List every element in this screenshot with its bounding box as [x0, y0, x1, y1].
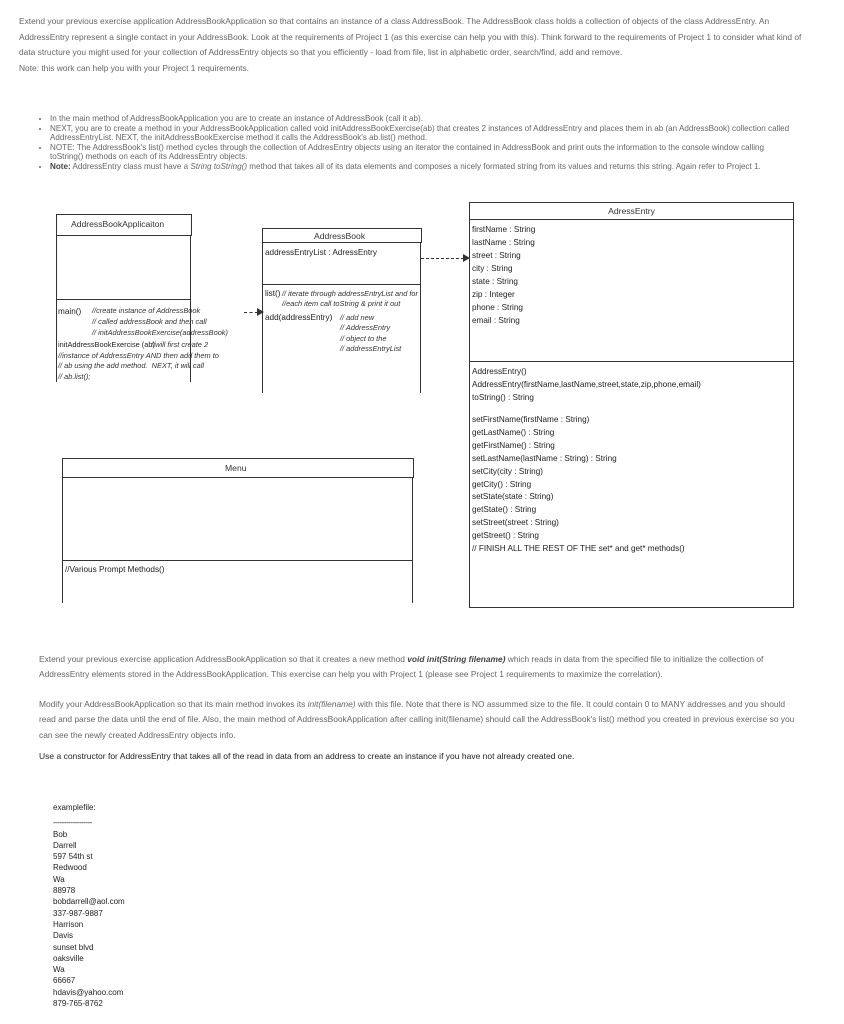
list-item: • NEXT, you are to create a method in your AddressBookApplication called void initAddressBookExercise(ab) that creates 2 instances of AddressEntry and places them in ab (an AddressBook) collection called AddressEntryList. NEXT, the initAddressBookExercise method it calls the AddressBook's ab.list() method.: [50, 124, 795, 143]
example-line: Harrison: [53, 919, 84, 929]
book-field: addressEntryList : AdressEntry: [265, 248, 377, 257]
list-item: • NOTE: The AddressBook's list() method cycles through the collection of AddresEntry objects using an iterator the contained in AddressBook and print outs the information to the console window calling toString() methods on each of its AddressEntry objects.: [50, 143, 795, 162]
entry-method: setFirstName(firstName : String): [472, 415, 590, 424]
book-class-header: [262, 228, 422, 243]
section-two: [39, 652, 799, 697]
entry-class-divider-top: [469, 219, 793, 220]
example-file: [53, 802, 125, 1009]
entry-method: setStreet(street : String): [472, 518, 559, 528]
entry-method: // FINISH ALL THE REST OF THE set* and get* methods(): [472, 544, 685, 554]
book-add-note: // add new // AddressEntry // object to the // addressEntryList: [340, 313, 402, 354]
example-line: Darrell: [53, 840, 77, 850]
requirements-list: [38, 114, 795, 172]
menu-methods: //Various Prompt Methods(): [65, 565, 165, 574]
entry-method: getStreet() : String: [472, 531, 539, 541]
example-line: sunset blvd: [53, 942, 94, 952]
entry-method: getLastName() : String: [472, 427, 555, 437]
intro-note: Note: this work can help you with your Project 1 requirements.: [19, 62, 249, 73]
app-class-left-edge: [56, 235, 57, 382]
section-two-b: [39, 697, 799, 757]
example-line: Wa: [53, 874, 65, 884]
entry-method: setCity(city : String): [472, 466, 543, 476]
list-item: • Note: AddressEntry class must have a String toString() method that takes all of its data elements and composes a nicely formated string from its values and returns this string. Again refer to Project 1.: [50, 162, 795, 172]
app-main-method: main(): [58, 307, 82, 316]
example-label: examplefile:: [53, 803, 96, 812]
book-class-right-edge: [420, 242, 421, 393]
uml-diagram: [0, 196, 844, 616]
entry-method: getCity() : String: [472, 479, 532, 489]
section-two-paragraph: Extend your previous exercise application AddressBookApplication so that it creates a new method void init(String filename) which reads in data from the specified file to initialize the collection of AddressEntry elements stored in the AddressBookApplication. This exercise can help you with Project 1 (please see Project 1 requirements to maximize the correlation).: [39, 654, 764, 680]
app-init-note-rest: //instance of AddressEntry AND then add them to // ab using the add method. NEXT, it will call // ab.list();: [58, 350, 219, 381]
arrow-app-to-book: [244, 312, 258, 313]
example-divider: ------------------: [53, 818, 92, 828]
example-line: oaksville: [53, 953, 84, 963]
entry-method: toString() : String: [472, 393, 534, 402]
menu-divider: [62, 560, 413, 561]
app-class-divider: [56, 299, 191, 300]
entry-method: getFirstName() : String: [472, 440, 555, 450]
app-init-method: initAddressBookExercise (ab): [58, 340, 155, 349]
menu-class-title: Menu: [225, 463, 247, 473]
section-two-paragraph: Modify your AddressBookApplication so that its main method invokes its init(filename) with this file. Note that there is NO assummed size to the file. It could contain 0 to MANY addresses and you should read and parse the data until the end of file. Also, the main method of AddressBookApplication after calling init(filename) should call the AddressBook's list() method you created in previous exercise so you can see the newly created AddressEntry objects info.: [39, 699, 795, 740]
arrow-book-to-entry: [421, 258, 464, 259]
entry-method: setLastName(lastName : String) : String: [472, 453, 617, 463]
app-init-note-line1: //will first create 2: [151, 340, 209, 349]
example-line: 597 54th st: [53, 852, 93, 862]
entry-field: firstName : String: [472, 225, 536, 234]
entry-field: city : String: [472, 264, 513, 273]
example-line: 337-987-9887: [53, 908, 103, 918]
book-class-divider: [262, 284, 421, 285]
menu-right-edge: [412, 477, 413, 603]
entry-field: phone : String: [472, 303, 523, 312]
app-class-header: [56, 214, 192, 236]
example-line: hdavis@yahoo.com: [53, 987, 124, 997]
entry-class-title: AdressEntry: [608, 206, 655, 216]
constructor-note: Use a constructor for AddressEntry that takes all of the read in data from an address to create an instance if you have not already created one.: [39, 751, 575, 761]
example-line: Bob: [53, 829, 68, 839]
example-line: Wa: [53, 965, 65, 975]
intro-text: [19, 14, 809, 76]
entry-fields: [472, 223, 535, 327]
entry-method: setState(state : String): [472, 492, 554, 502]
entry-class-divider: [469, 361, 793, 362]
entry-constructors: [472, 365, 701, 404]
entry-field: state : String: [472, 277, 518, 286]
example-line: bobdarrell@aol.com: [53, 897, 125, 907]
example-line: 88978: [53, 886, 76, 896]
book-class-title: AddressBook: [314, 231, 366, 241]
entry-field: zip : Integer: [472, 290, 515, 299]
example-line: Davis: [53, 931, 74, 941]
example-line: Redwood: [53, 863, 87, 873]
menu-left-edge: [62, 477, 63, 603]
app-main-note: //create instance of AddressBook // called addressBook and then call // initAddressBookExercise(addressBook): [92, 306, 228, 337]
book-list-method: list(): [265, 289, 281, 298]
entry-field: street : String: [472, 251, 521, 260]
book-class-divider-top: [262, 242, 421, 243]
book-add-method: add(addressEntry): [265, 313, 333, 322]
example-line: 66667: [53, 976, 76, 986]
entry-method: getState() : String: [472, 505, 537, 515]
entry-method: AddressEntry(firstName,lastName,street,state,zip,phone,email): [472, 380, 701, 389]
example-line: 879-765-8762: [53, 999, 103, 1009]
intro-paragraph: Extend your previous exercise application AddressBookApplication so that contains an instance of a class AddressBook. The AddressBook class holds a collection of objects of the class AddressEntry. An AddressEntry represent a single contact in your AddressBook. Look at the requirements of Project 1 (as this exercise can help you with this). Think forward to the requirements of Project 1 to consider what kind of data structure you might used for your collection of AddressEntry objects so that you efficiently - load from file, list in alphabetic order, search/find, add and remove.: [19, 16, 802, 57]
app-class-title: AddressBookApplicaiton: [71, 219, 165, 229]
book-list-note: // iterate through addressEntryList and for //each item call toString & print it out: [282, 289, 418, 309]
menu-class-header: [62, 458, 414, 478]
list-item: • In the main method of AddressBookApplication you are to create an instance of AddressBook (call it ab).: [50, 114, 795, 124]
book-class-left-edge: [262, 242, 263, 393]
entry-method: AddressEntry(): [472, 367, 527, 376]
entry-field: lastName : String: [472, 238, 535, 247]
entry-methods: [472, 414, 685, 556]
entry-field: email : String: [472, 316, 520, 325]
